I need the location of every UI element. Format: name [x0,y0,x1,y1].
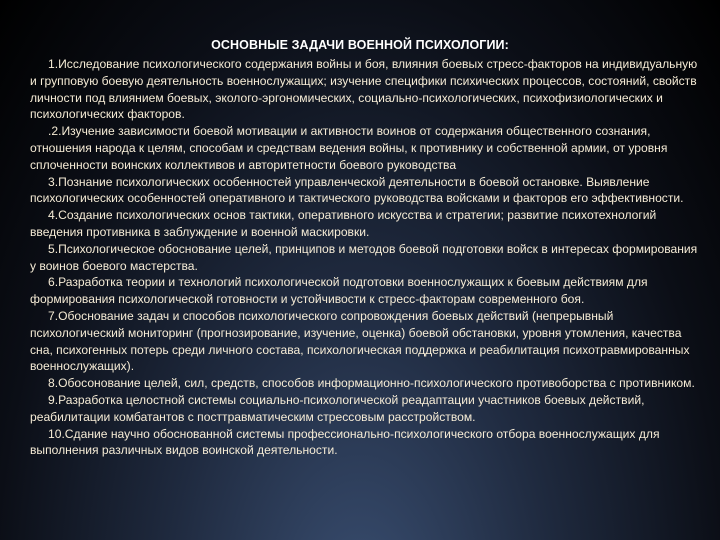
task-list [30,56,706,459]
task-item-3: 3.Познание психологических особенностей управленческой деятельности в боевой остановке. Выявление психологических особенностей оперативного и тактического руководства войсками и факторов его эффективности. [30,174,684,206]
task-item-8: 8.Обосонование целей, сил, средств, способов информационно-психологического противоборства с противником. [48,376,695,391]
slide-title: ОСНОВНЫЕ ЗАДАЧИ ВОЕННОЙ ПСИХОЛОГИИ: [211,38,509,52]
task-item-5: 5.Психологическое обоснование целей, принципов и методов боевой подготовки войск в интересах формирования у воинов боевого мастерства. [30,241,698,273]
task-item-1: 1.Исследование психологического содержания войны и боя, влияния боевых стресс-факторов на индивидуальную и групповую боевую деятельность военнослужащих; изучение специфики психических процессов, состояний, свойств личности под влиянием боевых, эколого-эргономических, социально-психологических, психофизиологических и психологических факторов. [30,57,698,122]
task-item-10: 10.Сдание научно обоснованной системы профессионально-психологического отбора военнослужащих для выполнения различных видов воинской деятельности. [30,426,660,458]
task-item-2: .2.Изучение зависимости боевой мотивации и активности воинов от содержания общественного сознания, отношения народа к целям, способам и средствам ведения войны, к противнику и собственной армии, от уровня сплоченности воинских коллективов и авторитетности боевого руководства [30,124,668,172]
task-item-4: 4.Создание психологических основ тактики, оперативного искусства и стратегии; развитие психотехнологий введения противника в заблуждение и военной маскировки. [30,208,657,239]
task-item-7: 7.Обоснование задач и способов психологического сопровождения боевых действий (непрерывный психологический мониторинг (прогнозирование, изучение, оценка) боевой обстановки, уровня утомления, качества сна, психогенных потерь среди личного состава, психологическая поддержка и реабилитация психотравмированных военнослужащих). [30,308,690,374]
task-item-6: 6.Разработка теории и технологий психологической подготовки военнослужащих к боевым действиям для формирования психологической готовности и устойчивости к стресс-факторам современного боя. [30,275,648,307]
task-item-9: 9.Разработка целостной системы социально-психологической реадаптации участников боевых действий, реабилитации комбатантов с посттравматическим стрессовым расстройством. [30,392,645,424]
